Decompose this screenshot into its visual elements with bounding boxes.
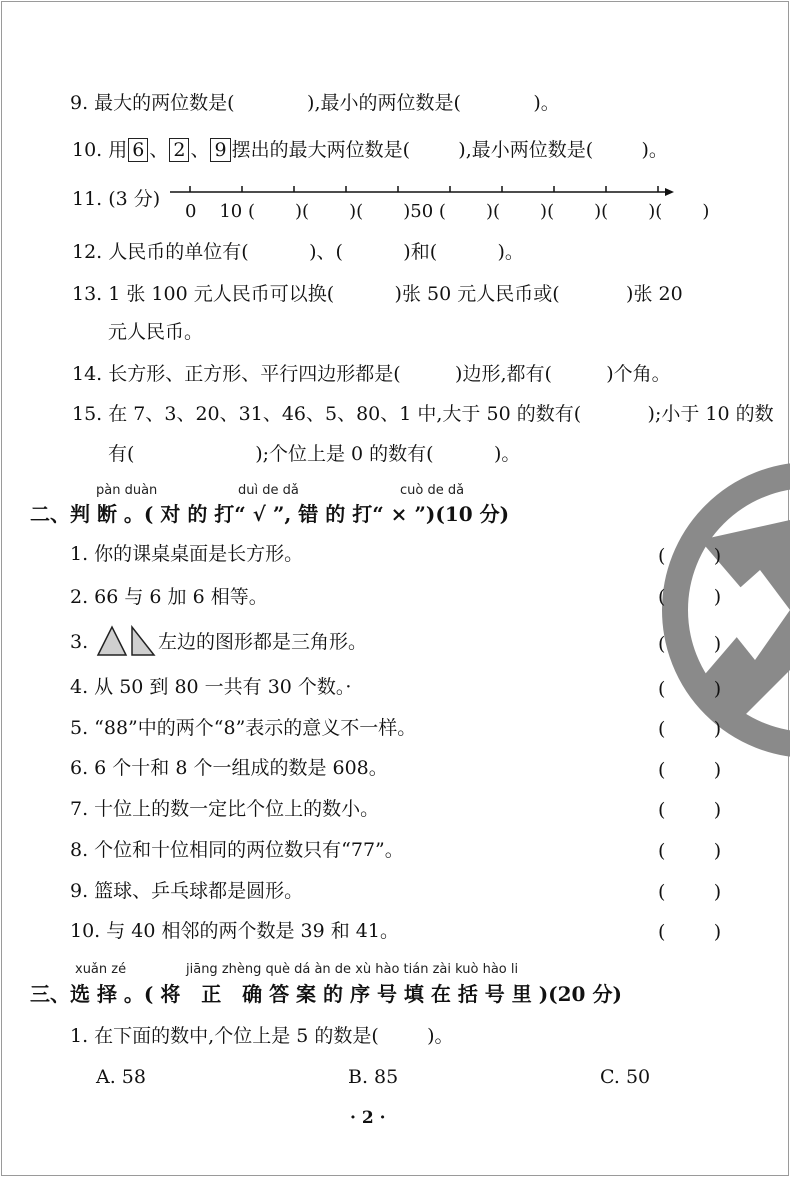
choice-question-1: 1. 在下面的数中,个位上是 5 的数是( )。 [70, 1025, 454, 1047]
pinyin-instruction: jiāng zhèng què dá àn de xù hào tián zài kuò hào li [186, 962, 519, 977]
answer-paren-1[interactable]: ( ) [658, 545, 722, 567]
answer-paren-4[interactable]: ( ) [658, 678, 722, 700]
q10-suffix: 摆出的最大两位数是( ),最小两位数是( )。 [231, 139, 668, 161]
judge-item-8: 8. 个位和十位相同的两位数只有“77”。 [70, 839, 404, 861]
question-13-line1: 13. 1 张 100 元人民币可以换( )张 50 元人民币或( )张 20 [72, 283, 683, 305]
number-line [170, 180, 675, 202]
pinyin-cuo-de-da: cuò de dǎ [400, 483, 465, 498]
seal-stamp [660, 460, 790, 760]
answer-paren-3[interactable]: ( ) [658, 633, 722, 655]
q10-prefix: 10. 用 [72, 139, 128, 161]
option-b[interactable]: B. 85 [348, 1066, 399, 1088]
q10-sep-1: 、 [149, 139, 169, 161]
option-c[interactable]: C. 50 [600, 1066, 651, 1088]
digit-card-1: 6 [128, 138, 148, 162]
pinyin-pan-duan: pàn duàn [96, 483, 158, 498]
answer-paren-5[interactable]: ( ) [658, 718, 722, 740]
triangle-shapes-icon [96, 624, 156, 658]
judge-item-3: 左边的图形都是三角形。 [158, 631, 368, 653]
answer-paren-9[interactable]: ( ) [658, 881, 722, 903]
option-a[interactable]: A. 58 [96, 1066, 146, 1088]
pinyin-dui-de-da: duì de dǎ [238, 483, 299, 498]
section-choice-header: 三、选 择 。( 将 正 确 答 案 的 序 号 填 在 括 号 里 )(20 分) [30, 982, 622, 1006]
answer-paren-7[interactable]: ( ) [658, 799, 722, 821]
judge-item-6: 6. 6 个十和 8 个一组成的数是 608。 [70, 757, 388, 779]
pinyin-xuan-ze: xuǎn zé [75, 962, 127, 977]
digit-card-3: 9 [210, 138, 230, 162]
answer-paren-10[interactable]: ( ) [658, 921, 722, 943]
judge-item-5: 5. “88”中的两个“8”表示的意义不一样。 [70, 717, 417, 739]
judge-item-3-number: 3. [70, 631, 89, 653]
question-12: 12. 人民币的单位有( )、( )和( )。 [72, 241, 524, 263]
digit-card-2: 2 [169, 138, 189, 162]
question-15-line1: 15. 在 7、3、20、31、46、5、80、1 中,大于 50 的数有( );小于 10 的数 [72, 403, 774, 425]
page-number: · 2 · [350, 1108, 386, 1128]
question-10 [72, 138, 668, 162]
judge-item-4: 4. 从 50 到 80 一共有 30 个数。· [70, 676, 352, 698]
question-11-label: 11. (3 分) [72, 188, 161, 210]
judge-item-2: 2. 66 与 6 加 6 相等。 [70, 586, 268, 608]
judge-item-9: 9. 篮球、乒乓球都是圆形。 [70, 880, 304, 902]
judge-item-7: 7. 十位上的数一定比个位上的数小。 [70, 798, 380, 820]
question-15-line2: 有( );个位上是 0 的数有( )。 [108, 443, 521, 465]
q10-sep-2: 、 [190, 139, 210, 161]
judge-item-10: 10. 与 40 相邻的两个数是 39 和 41。 [70, 920, 399, 942]
question-9: 9. 最大的两位数是( ),最小的两位数是( )。 [70, 92, 560, 114]
judge-item-1: 1. 你的课桌桌面是长方形。 [70, 543, 304, 565]
answer-paren-2[interactable]: ( ) [658, 586, 722, 608]
section-judge-header: 二、判 断 。( 对 的 打“ √ ”, 错 的 打“ × ”)(10 分) [30, 502, 510, 526]
question-13-line2: 元人民币。 [108, 321, 204, 343]
number-line-labels: 0 10 ( )( )( )50 ( )( )( )( )( ) [185, 201, 710, 222]
answer-paren-8[interactable]: ( ) [658, 840, 722, 862]
answer-paren-6[interactable]: ( ) [658, 759, 722, 781]
question-14: 14. 长方形、正方形、平行四边形都是( )边形,都有( )个角。 [72, 363, 671, 385]
